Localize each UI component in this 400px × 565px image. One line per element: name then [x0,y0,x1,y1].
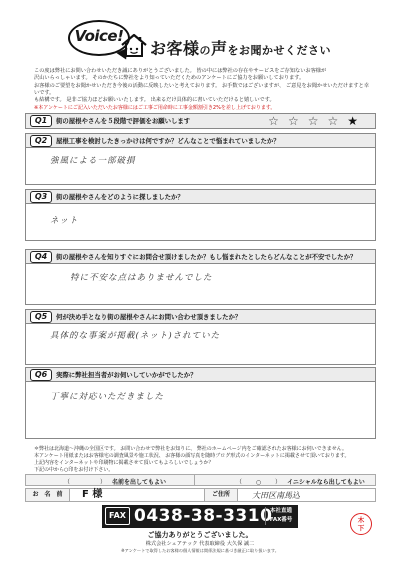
privacy-note: ※アンケートで取得したお客様の個人情報は関係法規に基づき厳正に取り扱います。 [121,548,279,553]
star-filled-icon: ★ [347,114,367,128]
voice-badge: Voice! [74,27,124,45]
star-icon: ☆ [268,114,288,128]
question-text: 街の屋根やさんを５段階で評価をお願いします [56,117,191,125]
star-rating [268,114,367,128]
answer-text: 具体的な事案が掲載(ネット)されていた [50,331,221,341]
company-name: 株式会社シェアテック 代表取締役 大久保 誠二 [145,541,255,547]
question-text: 実際に弊社担当者がお伺いしていかがでしたか？ [56,371,197,379]
fax-note: 本社直通 FAX番号 [265,507,296,525]
star-icon: ☆ [287,114,308,128]
question-text: 何が決め手となり街の屋根やさんにお問い合わせ頂きましたか？ [56,313,242,321]
question-number: Q5 [30,311,52,323]
option-initials-ok[interactable]: （ ○ ）イニシャルなら出してもよい [236,479,365,486]
star-icon: ☆ [327,114,348,128]
question-q5 [25,309,376,365]
fax-number: 0438-38-3310 [134,506,273,526]
question-q4 [25,249,376,305]
address-label: ご住所 [204,489,238,501]
contact-row [25,488,376,502]
question-text: 屋根工事を検討したきっかけは何ですか？どんなことで悩まれていましたか？ [56,137,280,145]
name-label: お 名 前 [26,489,70,501]
question-number: Q4 [30,251,52,263]
question-number: Q2 [30,135,52,147]
question-text: 街の屋根やさんをどのように探しましたか？ [56,193,184,201]
question-text: 街の屋根やさんを知りすぐにお問合せ頂けましたか？もし悩まれたとしたらどんなことが不安でしたか？ [56,253,357,261]
answer-text: 丁寧に対応いただきました [50,392,165,402]
question-q2 [25,133,376,185]
answer-text: 強風による一部破損 [50,156,136,166]
house-icon [120,32,148,58]
page-title: お客様の声をお聞かせください [150,39,332,58]
fax-icon: FAX [105,507,130,525]
question-number: Q3 [30,191,52,203]
hanko-stamp: 木 下 [350,513,372,535]
answer-text: ネット [50,216,79,226]
consent-notes: ＊弊社は北海道〜沖縄の全国区です。 お問い合わせで弊社をお知りに、 弊社のホームページ内をご確認されたお客様にお伺いできません。 本アンケート用紙またはお客様宅の調査風景や施工状況、 お客様の顔写真を随時ブログ形式のインターネットに掲載させて頂いております。 上記内容をインターネットや印刷物に掲載させて頂いてもよろしいでしょうか？ 下記の中から○印をお付け下さい。 [34,446,350,473]
question-number: Q1 [30,115,52,127]
fax-box [102,505,298,528]
answer-text: 特に不安な点はありませんでした [70,273,213,283]
intro-text: この度は弊社にお問い合わせいただき誠にありがとうございました。 皆の中には弊社の存在やサービスをご存知ないお客様が 沢山いらっしゃいます。 そのかたちに弊社をより知っていただくためのアンケートにご協力をお願いしております。 お客様のご要望をお聞かせいただき今後の活動に反映したいと考えております。 お手数ではございますが、 ご意見をお聞かせいただけますと幸いです。 も結構です。 是非ご協力ほどお願いいたします。 出来るだけ具体的に書いていただけると嬉しいです。 [34,68,369,104]
question-q6 [25,367,376,439]
option-name-ok[interactable]: （ ）名前を出してもよい [64,479,167,486]
address-value: 大田区南馬込 [252,491,300,500]
question-q3 [25,189,376,241]
name-value: F 様 [82,489,103,500]
question-q1 [25,113,376,129]
divider [194,475,195,485]
discount-note: ※本アンケートにご記入いただいたお客様にはご工事ご用命時に工事金額割引き2%を差し上げております。 [34,105,276,111]
thanks-text: ご協力ありがとうございました。 [147,531,253,539]
publication-options [25,474,376,486]
header [0,6,400,60]
question-number: Q6 [30,369,52,381]
star-icon: ☆ [307,114,328,128]
